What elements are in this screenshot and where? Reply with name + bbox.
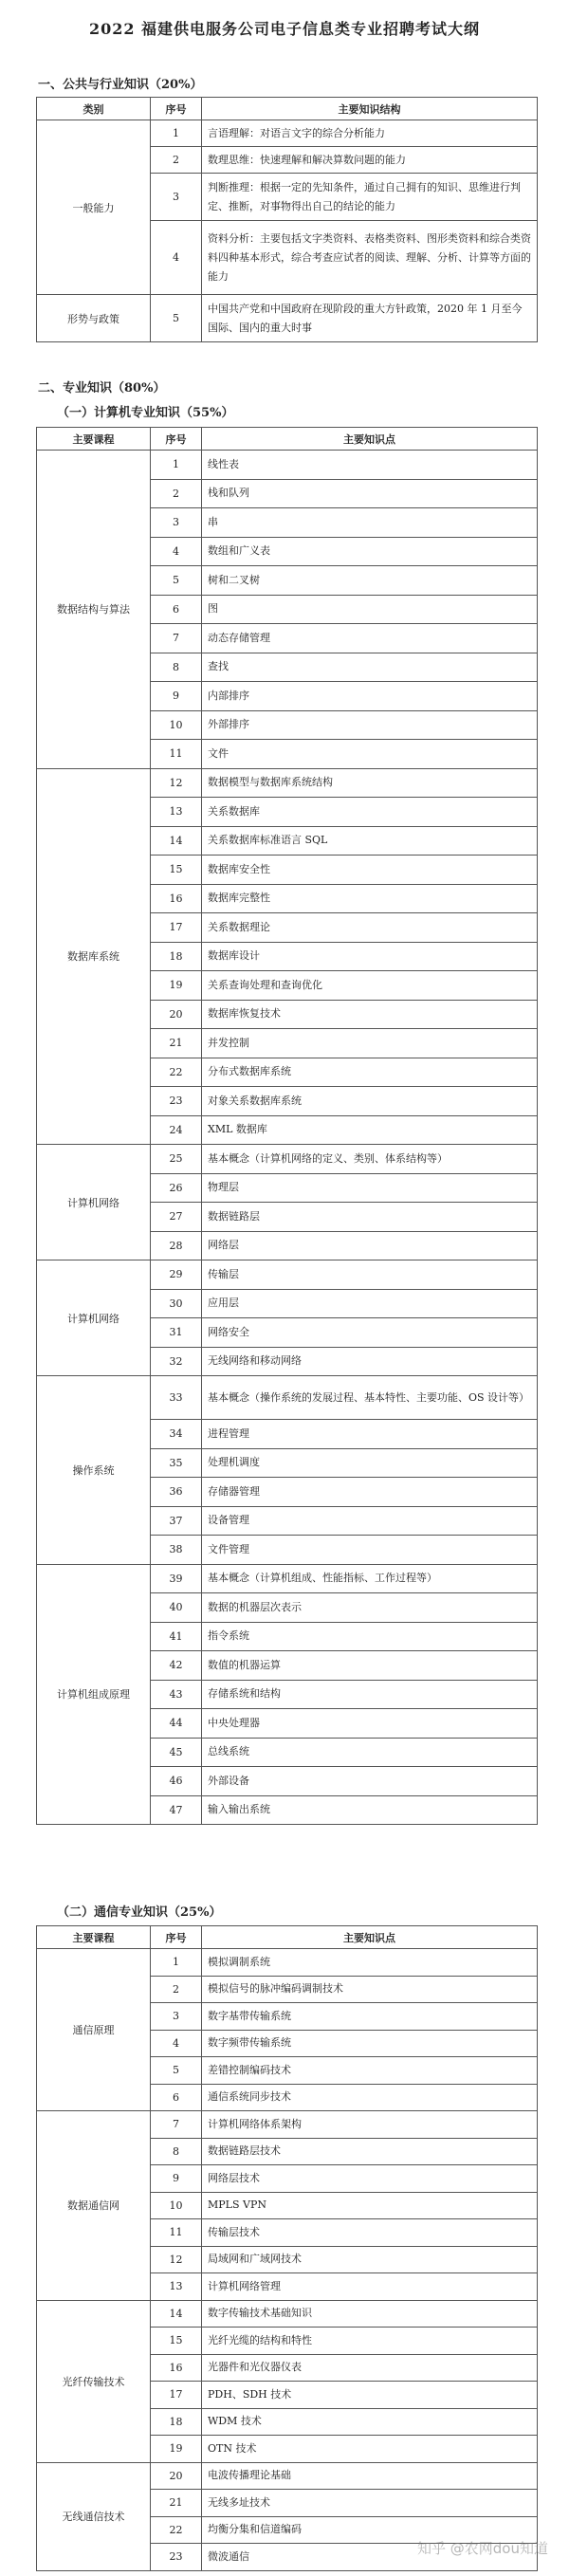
table-row: [37, 1260, 538, 1290]
table-row: [37, 451, 538, 480]
category-cell: 光纤传输技术: [37, 2300, 151, 2462]
topic-cell: 关系查询处理和查询优化: [202, 971, 538, 1001]
number-cell: 1: [151, 120, 202, 147]
topic-cell: 动态存储管理: [202, 624, 538, 653]
number-cell: 21: [151, 2490, 202, 2517]
category-cell: 数据结构与算法: [37, 451, 151, 769]
number-cell: 18: [151, 2408, 202, 2436]
category-cell: 计算机网络: [37, 1260, 151, 1376]
number-cell: 10: [151, 710, 202, 740]
table-header-row: [37, 1926, 538, 1949]
number-cell: 10: [151, 2192, 202, 2219]
topic-cell: 设备管理: [202, 1506, 538, 1536]
topic-cell: 外部排序: [202, 710, 538, 740]
topic-cell: MPLS VPN: [202, 2192, 538, 2219]
topic-cell: 栈和队列: [202, 479, 538, 508]
topic-cell: 应用层: [202, 1289, 538, 1318]
category-cell: 计算机组成原理: [37, 1564, 151, 1825]
number-cell: 24: [151, 1115, 202, 1145]
column-header: 主要课程: [37, 1926, 151, 1949]
topic-cell: 进程管理: [202, 1420, 538, 1449]
topic-cell: OTN 技术: [202, 2436, 538, 2463]
table-row: [37, 2462, 538, 2490]
number-cell: 16: [151, 884, 202, 913]
topic-cell: 线性表: [202, 451, 538, 480]
topic-cell: 数组和广义表: [202, 537, 538, 566]
topic-cell: 关系数据库标准语言 SQL: [202, 826, 538, 856]
topic-cell: 网络层: [202, 1231, 538, 1260]
table-row: [37, 768, 538, 798]
number-cell: 32: [151, 1347, 202, 1376]
number-cell: 47: [151, 1795, 202, 1825]
number-cell: 34: [151, 1420, 202, 1449]
number-cell: 2: [151, 147, 202, 174]
topic-cell: 光纤光缆的结构和特性: [202, 2328, 538, 2355]
number-cell: 19: [151, 2436, 202, 2463]
topic-cell: 查找: [202, 653, 538, 682]
topic-cell: 传输层: [202, 1260, 538, 1290]
number-cell: 33: [151, 1376, 202, 1420]
number-cell: 7: [151, 2111, 202, 2139]
number-cell: 3: [151, 2003, 202, 2031]
number-cell: 22: [151, 1058, 202, 1087]
topic-cell: 关系数据库: [202, 798, 538, 827]
topic-cell: 数字传输技术基础知识: [202, 2300, 538, 2328]
column-header: 序号: [151, 98, 202, 120]
number-cell: 37: [151, 1506, 202, 1536]
number-cell: 38: [151, 1536, 202, 1565]
topic-cell: 网络安全: [202, 1318, 538, 1348]
topic-cell: 文件: [202, 740, 538, 769]
topic-cell: 光器件和光仪器仪表: [202, 2354, 538, 2382]
topic-cell: 计算机网络管理: [202, 2273, 538, 2301]
topic-cell: 中央处理器: [202, 1709, 538, 1739]
number-cell: 45: [151, 1738, 202, 1767]
number-cell: 13: [151, 2273, 202, 2301]
topic-cell: 传输层技术: [202, 2219, 538, 2247]
topic-cell: 串: [202, 508, 538, 538]
number-cell: 12: [151, 2246, 202, 2273]
topic-cell: 局域网和广域网技术: [202, 2246, 538, 2273]
number-cell: 23: [151, 2544, 202, 2571]
topic-cell: 数据库设计: [202, 942, 538, 971]
number-cell: 5: [151, 2057, 202, 2085]
number-cell: 1: [151, 1949, 202, 1977]
number-cell: 44: [151, 1709, 202, 1739]
number-cell: 31: [151, 1318, 202, 1348]
topic-cell: 对象关系数据库系统: [202, 1087, 538, 1116]
topic-cell: 总线系统: [202, 1738, 538, 1767]
number-cell: 5: [151, 295, 202, 342]
number-cell: 4: [151, 537, 202, 566]
topic-cell: 物理层: [202, 1173, 538, 1203]
number-cell: 2: [151, 1976, 202, 2003]
number-cell: 25: [151, 1145, 202, 1174]
number-cell: 8: [151, 2138, 202, 2165]
number-cell: 15: [151, 856, 202, 885]
number-cell: 15: [151, 2328, 202, 2355]
topic-cell: 指令系统: [202, 1622, 538, 1651]
topic-cell: 文件管理: [202, 1536, 538, 1565]
table-row: [37, 1145, 538, 1174]
topic-cell: 数据模型与数据库系统结构: [202, 768, 538, 798]
topic-cell: 模拟信号的脉冲编码调制技术: [202, 1976, 538, 2003]
number-cell: 12: [151, 768, 202, 798]
category-cell: 通信原理: [37, 1949, 151, 2111]
topic-cell: 言语理解：对语言文字的综合分析能力: [202, 120, 538, 147]
number-cell: 3: [151, 174, 202, 221]
table-row: [37, 1564, 538, 1593]
column-header: 主要知识结构: [202, 98, 538, 120]
topic-cell: 基本概念（计算机网络的定义、类别、体系结构等）: [202, 1145, 538, 1174]
computer-section-heading: （一）计算机专业知识（55%）: [57, 406, 234, 420]
section2-heading: 二、专业知识（80%）: [38, 381, 166, 396]
number-cell: 3: [151, 508, 202, 538]
topic-cell: 数据库恢复技术: [202, 1000, 538, 1029]
comm-section-heading: （二）通信专业知识（25%）: [57, 1905, 222, 1920]
topic-cell: 外部设备: [202, 1767, 538, 1796]
topic-cell: 数字基带传输系统: [202, 2003, 538, 2031]
number-cell: 29: [151, 1260, 202, 1290]
number-cell: 17: [151, 913, 202, 943]
number-cell: 4: [151, 2030, 202, 2057]
number-cell: 43: [151, 1680, 202, 1709]
topic-cell: 数据的机器层次表示: [202, 1593, 538, 1623]
number-cell: 41: [151, 1622, 202, 1651]
computer-knowledge-table: [36, 427, 538, 1825]
number-cell: 7: [151, 624, 202, 653]
column-header: 主要知识点: [202, 1926, 538, 1949]
number-cell: 11: [151, 740, 202, 769]
table-row: [37, 120, 538, 147]
page-title: 2022 福建供电服务公司电子信息类专业招聘考试大纲: [88, 20, 481, 38]
number-cell: 40: [151, 1593, 202, 1623]
table-row: [37, 1376, 538, 1420]
number-cell: 21: [151, 1029, 202, 1058]
topic-cell: 判断推理：根据一定的先知条件，通过自己拥有的知识、思维进行判定、推断，对事物得出自己的结论的能力: [202, 174, 538, 221]
number-cell: 16: [151, 2354, 202, 2382]
topic-cell: 通信系统同步技术: [202, 2084, 538, 2111]
number-cell: 20: [151, 1000, 202, 1029]
table-header-row: [37, 428, 538, 451]
topic-cell: PDH、SDH 技术: [202, 2382, 538, 2409]
category-cell: 一般能力: [37, 120, 151, 295]
number-cell: 9: [151, 2165, 202, 2193]
table-row: [37, 1949, 538, 1977]
topic-cell: 电波传播理论基础: [202, 2462, 538, 2490]
watermark: 知乎 @农网dou知道: [417, 2540, 548, 2557]
topic-cell: 数理思维：快速理解和解决算数问题的能力: [202, 147, 538, 174]
number-cell: 13: [151, 798, 202, 827]
category-cell: 数据通信网: [37, 2111, 151, 2301]
topic-cell: 差错控制编码技术: [202, 2057, 538, 2085]
topic-cell: 并发控制: [202, 1029, 538, 1058]
number-cell: 17: [151, 2382, 202, 2409]
number-cell: 28: [151, 1231, 202, 1260]
number-cell: 4: [151, 221, 202, 295]
number-cell: 9: [151, 682, 202, 711]
table-row: [37, 295, 538, 342]
topic-cell: 基本概念（计算机组成、性能指标、工作过程等）: [202, 1564, 538, 1593]
category-cell: 操作系统: [37, 1376, 151, 1565]
topic-cell: 微波通信: [202, 2544, 538, 2571]
column-header: 主要知识点: [202, 428, 538, 451]
topic-cell: 网络层技术: [202, 2165, 538, 2193]
topic-cell: 计算机网络体系架构: [202, 2111, 538, 2139]
number-cell: 19: [151, 971, 202, 1001]
column-header: 序号: [151, 1926, 202, 1949]
number-cell: 8: [151, 653, 202, 682]
comm-knowledge-table: [36, 1925, 538, 2571]
topic-cell: 关系数据理论: [202, 913, 538, 943]
section1-heading: 一、公共与行业知识（20%）: [38, 78, 203, 92]
topic-cell: 输入输出系统: [202, 1795, 538, 1825]
topic-cell: 数据链路层技术: [202, 2138, 538, 2165]
number-cell: 20: [151, 2462, 202, 2490]
topic-cell: 数据链路层: [202, 1203, 538, 1232]
topic-cell: 分布式数据库系统: [202, 1058, 538, 1087]
table-row: [37, 2111, 538, 2139]
topic-cell: 存储系统和结构: [202, 1680, 538, 1709]
topic-cell: 中国共产党和中国政府在现阶段的重大方针政策，2020 年 1 月至今国际、国内的重大时事: [202, 295, 538, 342]
general-knowledge-table: [36, 97, 538, 342]
number-cell: 18: [151, 942, 202, 971]
topic-cell: 内部排序: [202, 682, 538, 711]
column-header: 类别: [37, 98, 151, 120]
number-cell: 14: [151, 826, 202, 856]
number-cell: 1: [151, 451, 202, 480]
topic-cell: 数据库完整性: [202, 884, 538, 913]
number-cell: 27: [151, 1203, 202, 1232]
number-cell: 26: [151, 1173, 202, 1203]
number-cell: 36: [151, 1478, 202, 1507]
number-cell: 22: [151, 2516, 202, 2544]
topic-cell: 树和二叉树: [202, 566, 538, 596]
topic-cell: 图: [202, 595, 538, 624]
category-cell: 计算机网络: [37, 1145, 151, 1260]
topic-cell: 存储器管理: [202, 1478, 538, 1507]
column-header: 序号: [151, 428, 202, 451]
number-cell: 6: [151, 2084, 202, 2111]
topic-cell: 数据库安全性: [202, 856, 538, 885]
number-cell: 5: [151, 566, 202, 596]
number-cell: 14: [151, 2300, 202, 2328]
column-header: 主要课程: [37, 428, 151, 451]
topic-cell: 基本概念（操作系统的发展过程、基本特性、主要功能、OS 设计等）: [202, 1376, 538, 1420]
table-row: [37, 2300, 538, 2328]
number-cell: 30: [151, 1289, 202, 1318]
topic-cell: WDM 技术: [202, 2408, 538, 2436]
topic-cell: 无线多址技术: [202, 2490, 538, 2517]
number-cell: 42: [151, 1651, 202, 1681]
number-cell: 39: [151, 1564, 202, 1593]
number-cell: 35: [151, 1448, 202, 1478]
topic-cell: 均衡分集和信道编码: [202, 2516, 538, 2544]
number-cell: 6: [151, 595, 202, 624]
number-cell: 2: [151, 479, 202, 508]
table-header-row: [37, 98, 538, 120]
topic-cell: 无线网络和移动网络: [202, 1347, 538, 1376]
topic-cell: 资料分析：主要包括文字类资料、表格类资料、图形类资料和综合类资料四种基本形式，综合考查应试者的阅读、理解、分析、计算等方面的能力: [202, 221, 538, 295]
number-cell: 11: [151, 2219, 202, 2247]
category-cell: 形势与政策: [37, 295, 151, 342]
number-cell: 23: [151, 1087, 202, 1116]
topic-cell: XML 数据库: [202, 1115, 538, 1145]
topic-cell: 数字频带传输系统: [202, 2030, 538, 2057]
category-cell: 无线通信技术: [37, 2462, 151, 2570]
category-cell: 数据库系统: [37, 768, 151, 1145]
topic-cell: 模拟调制系统: [202, 1949, 538, 1977]
number-cell: 46: [151, 1767, 202, 1796]
topic-cell: 数值的机器运算: [202, 1651, 538, 1681]
topic-cell: 处理机调度: [202, 1448, 538, 1478]
